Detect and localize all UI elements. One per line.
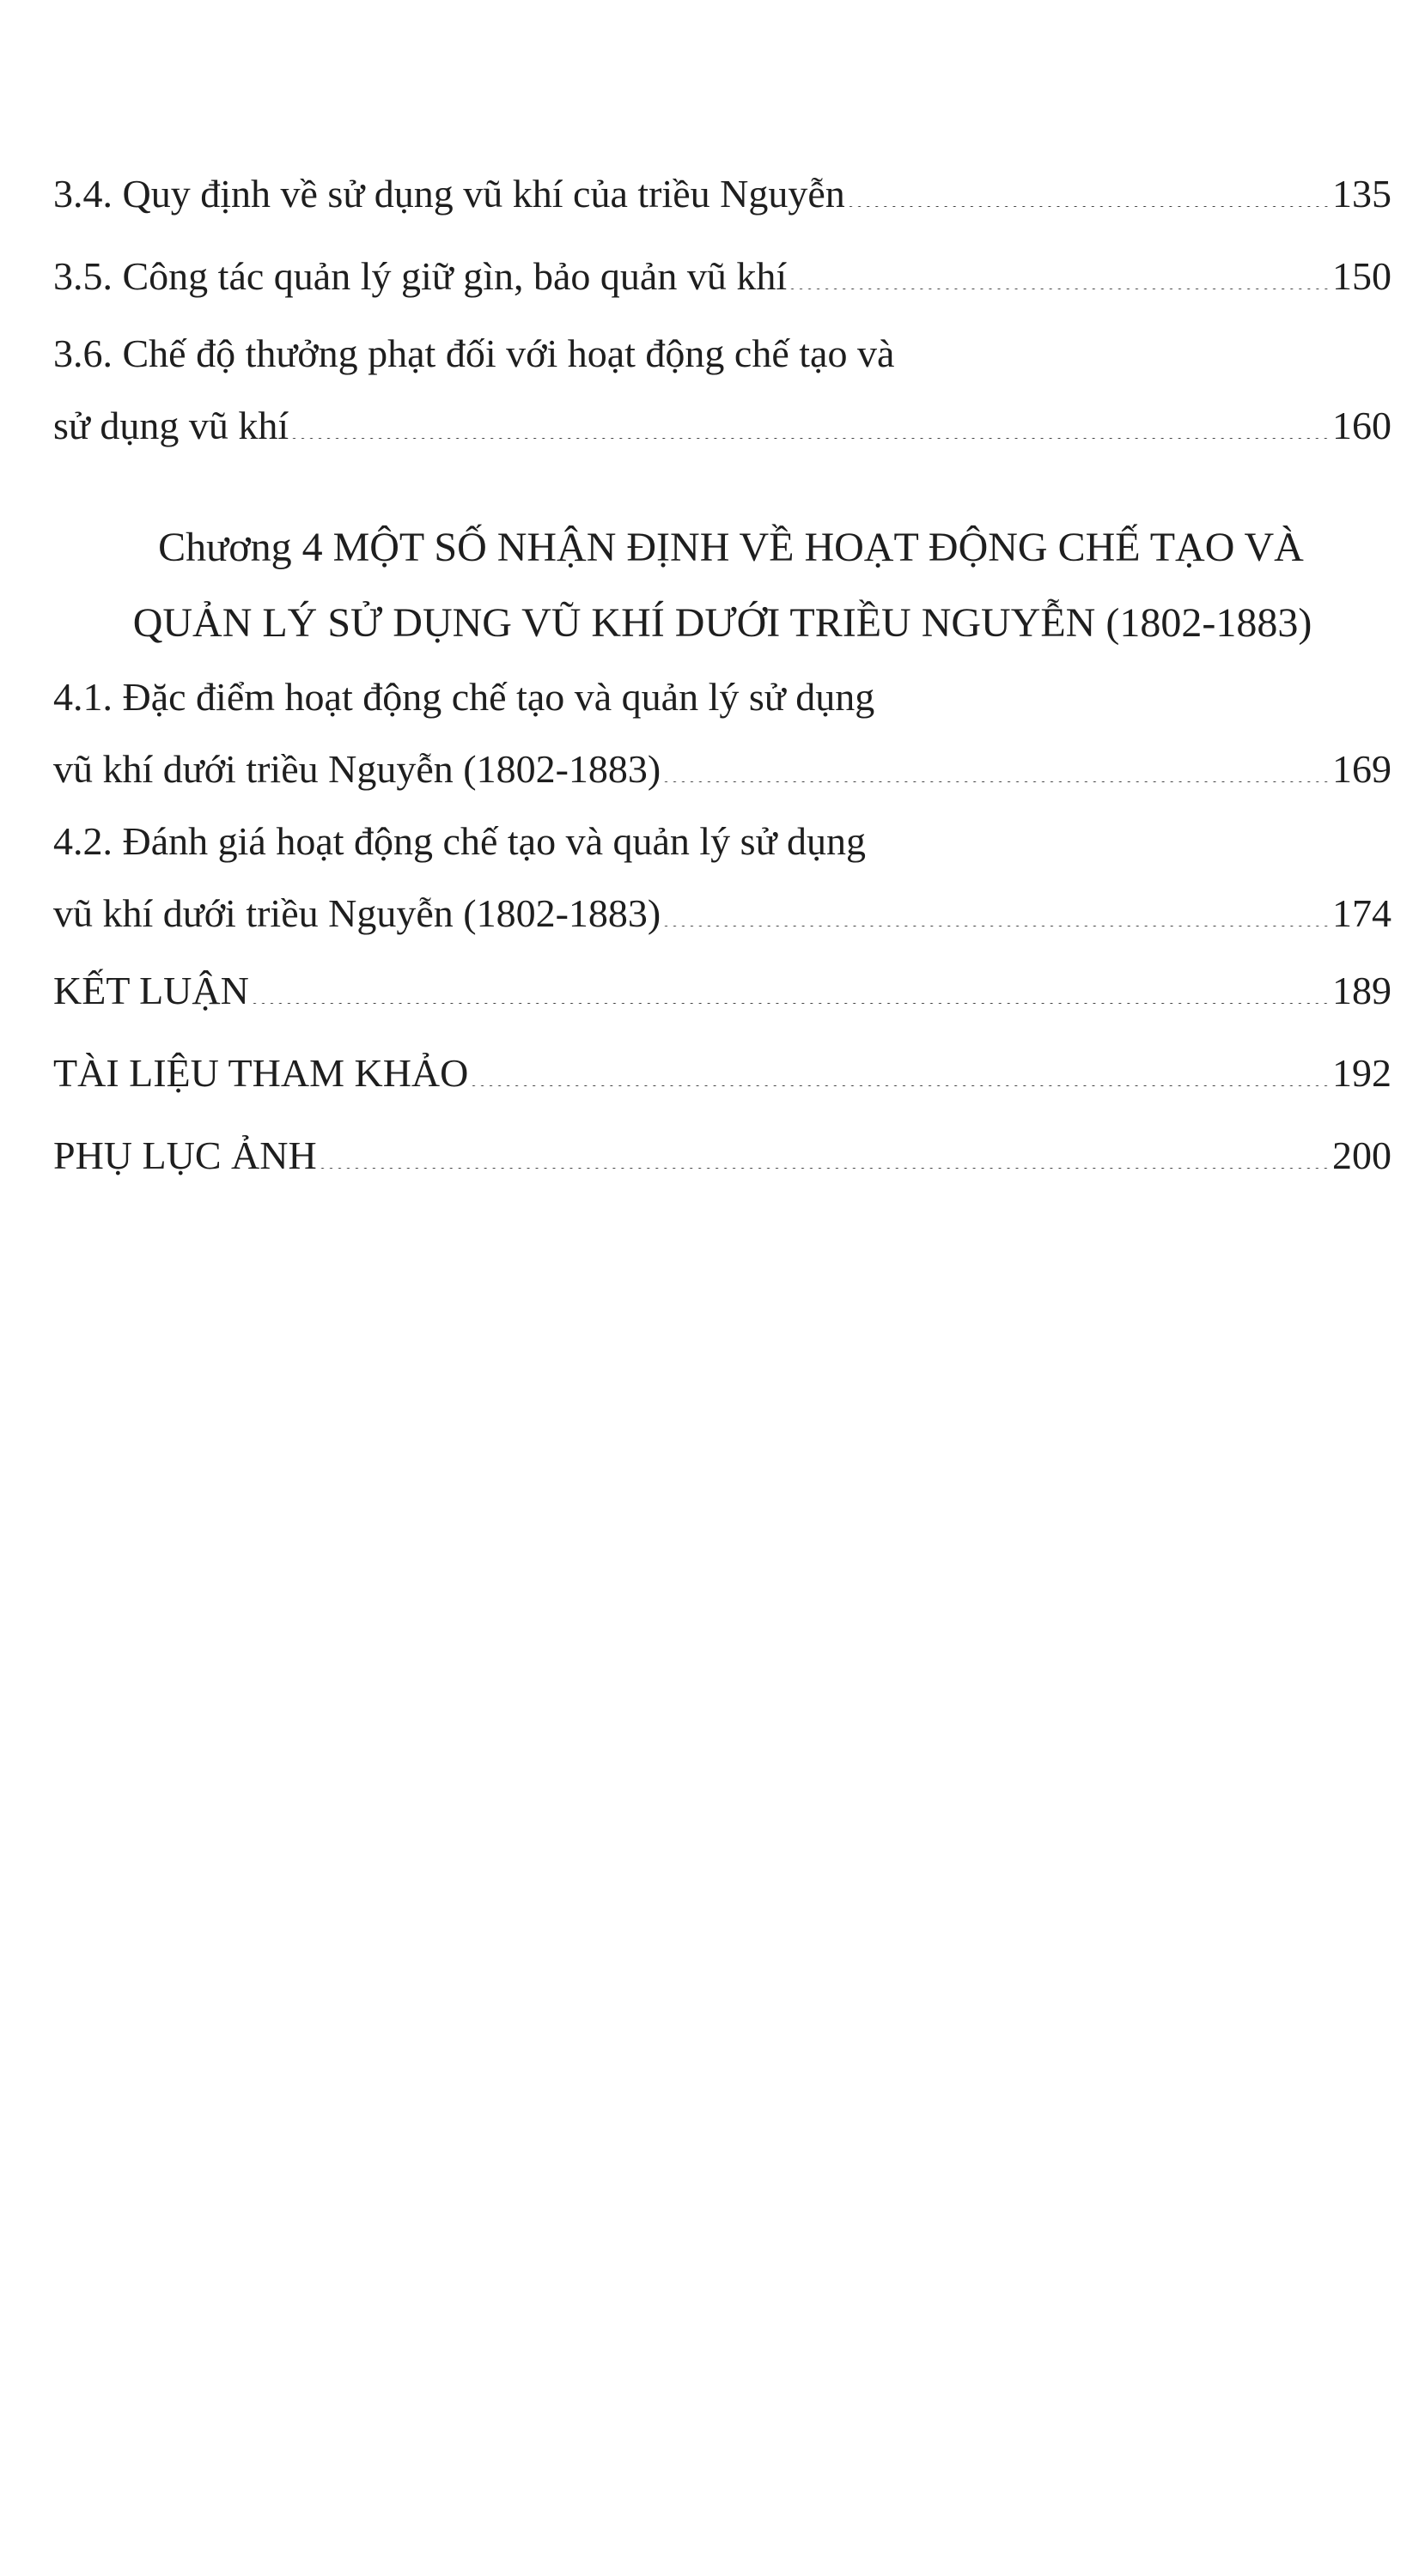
toc-page-number: 169 xyxy=(1332,747,1392,791)
toc-entry-4-2-first-line: 4.2. Đánh giá hoạt động chế tạo và quản lý sử dụng xyxy=(53,819,867,863)
toc-entry-4-2 xyxy=(53,878,1392,950)
toc-entry-title: sử dụng vũ khí xyxy=(53,404,289,447)
toc-entry-3-6 xyxy=(53,390,1392,462)
toc-page-number: 150 xyxy=(1332,254,1392,298)
toc-entry-4-1 xyxy=(53,733,1392,805)
dot-leader xyxy=(664,781,1329,782)
dot-leader xyxy=(664,926,1329,927)
toc-page-number: 135 xyxy=(1332,172,1392,216)
toc-entry-3-4 xyxy=(53,153,1392,235)
toc-page-number: 174 xyxy=(1332,891,1392,935)
toc-entry-references xyxy=(53,1032,1392,1115)
toc-entry-4-1-first-line: 4.1. Đặc điểm hoạt động chế tạo và quản lý sử dụng xyxy=(53,675,875,719)
toc-entry-3-5 xyxy=(53,235,1392,318)
toc-entry-title: TÀI LIỆU THAM KHẢO xyxy=(53,1051,469,1095)
dot-leader xyxy=(320,1168,1329,1169)
toc-entry-title: KẾT LUẬN xyxy=(53,969,249,1012)
toc-page-number: 192 xyxy=(1332,1051,1392,1095)
toc-entry-title: vũ khí dưới triều Nguyễn (1802-1883) xyxy=(53,747,661,791)
toc-page-number: 160 xyxy=(1332,404,1392,447)
toc-entry-title: vũ khí dưới triều Nguyễn (1802-1883) xyxy=(53,891,661,935)
dot-leader xyxy=(292,438,1329,439)
dot-leader xyxy=(849,206,1329,207)
dot-leader xyxy=(472,1085,1329,1086)
chapter-heading-line-1: Chương 4 MỘT SỐ NHẬN ĐỊNH VỀ HOẠT ĐỘNG CHẾ TẠO VÀ xyxy=(158,525,1304,570)
toc-entry-title: 3.5. Công tác quản lý giữ gìn, bảo quản vũ khí xyxy=(53,254,788,298)
toc-entry-3-6-first-line: 3.6. Chế độ thưởng phạt đối với hoạt động chế tạo và xyxy=(53,331,895,375)
table-of-contents xyxy=(53,153,1392,1197)
chapter-heading xyxy=(53,510,1392,661)
toc-entry-title: PHỤ LỤC ẢNH xyxy=(53,1133,317,1177)
toc-entry-conclusion xyxy=(53,950,1392,1032)
toc-page-number: 189 xyxy=(1332,969,1392,1012)
toc-page-number: 200 xyxy=(1332,1133,1392,1177)
dot-leader xyxy=(253,1003,1329,1004)
toc-entry-title: 3.4. Quy định về sử dụng vũ khí của triều Nguyễn xyxy=(53,172,845,216)
chapter-heading-line-2: QUẢN LÝ SỬ DỤNG VŨ KHÍ DƯỚI TRIỀU NGUYỄN (1802-1883) xyxy=(132,600,1312,646)
toc-entry-photo-appendix xyxy=(53,1115,1392,1197)
